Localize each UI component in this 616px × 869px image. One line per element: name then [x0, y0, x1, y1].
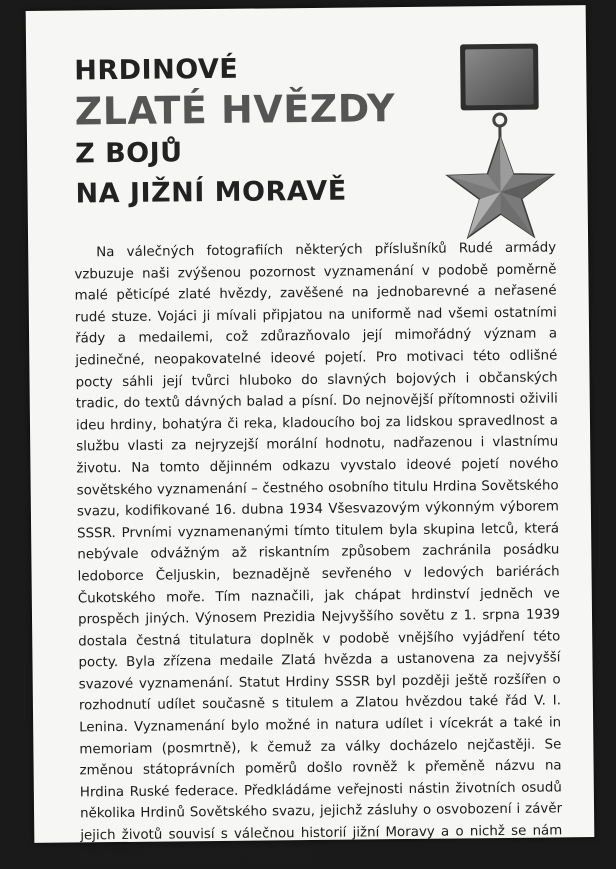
page-title [74, 51, 396, 214]
title-line-3: Z BOJŮ [75, 131, 396, 174]
book-page [26, 5, 595, 843]
gold-star-medal-icon [438, 39, 560, 250]
title-line-1: HRDINOVÉ [74, 51, 395, 88]
title-line-2: ZLATÉ HVĚZDY [74, 85, 395, 134]
title-line-4: NA JIŽNÍ MORAVĚ [75, 171, 396, 214]
body-paragraph: Na válečných fotografiích některých příslušníků Rudé armády vzbuzuje naši zvýšenou pozornost vyznamenání v podobě poměrně malé pěticípé zlaté hvězdy, zavěšené na jednobarevné a neřasené rudé stuze. Vojáci ji mívali připjatou na uniformě nad všemi ostatními řády a medailemi, což zdůrazňovalo její mimořádný význam a jedinečné, neopakovatelné ideové pojetí. Pro motivaci této odlišné pocty sáhli její tvůrci hluboko do slavných bojových i občanských tradic, do textů dávných balad a písní. Do nejnovější přítomnosti oživili ideu hrdiny, bohatýra či reka, kladoucího boj za lidskou spravedlnost a službu vlasti za nejryzejší morální hodnotu, nadřazenou i vlastnímu životu. Na tomto dějinném odkazu vyvstalo ideové pojetí nového sovětského vyznamenání – čestného osobního titulu Hrdina Sovětského svazu, kodifikované 16. dubna 1934 Všesvazovým výkonným výborem SSSR. Prvními vyznamenanými tímto titulem byla skupina letců, která nebývale odvážným až riskantním způsobem zachránila posádku ledoborce Čeljuskin, beznadějně sevřeného v ledových bariérách Čukotského moře. Tím naznačili, jak chápat hrdinství jednĕch ve prospěch jiných. Výnosem Prezidia Nejvyššího sovětu z 1. srpna 1939 dostala čestná titulatura doplněk v podobě vnějšího vyjádření této pocty. Byla zřízena medaile Zlatá hvězda a ustanovena za nejvyšší svazové vyznamenání. Statut Hrdiny SSSR byl později ještě rozšířen o rozhodnutí udílet současně s titulem a Zlatou hvězdou také řád V. I. Lenina. Vyznamenání bylo možné in natura udílet i vícekrát a také in memoriam (posmrtně), k čemuž za války docházelo nejčastěji. Se změnou státoprávních poměrů došlo rovněž k přeměně názvu na Hrdina Ruské federace. Předkládáme veřejnosti nástin životních osudů několika Hrdinů Sovětského svazu, jejichž zásluhy o osvobození i závěr jejich životů souvisí s válečnou historií jižní Moravy a o nichž se nám dochovala alespoň kusá svědectví. [74, 237, 563, 868]
